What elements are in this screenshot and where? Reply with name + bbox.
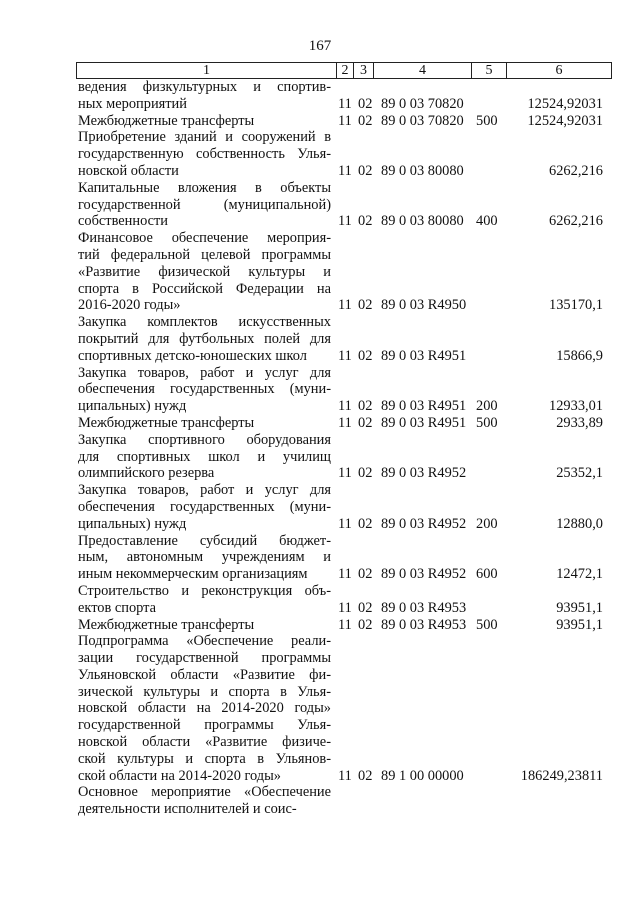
row-codes — [0, 113, 640, 130]
target-article-code: 89 0 03 R4952 — [381, 566, 467, 583]
row-codes — [0, 398, 640, 415]
section-code: 11 — [338, 414, 352, 431]
table-row — [0, 633, 640, 784]
subsection-code: 02 — [358, 566, 373, 583]
description-line: Предоставление субсидий бюджет- — [78, 532, 331, 549]
row-codes — [0, 96, 640, 113]
page-number: 167 — [308, 38, 332, 54]
header-col-5: 5 — [471, 63, 506, 78]
expense-type-code: 500 — [476, 414, 498, 431]
expense-type-code: 200 — [476, 515, 498, 532]
target-article-code: 89 0 03 80080 — [381, 213, 464, 230]
subsection-code: 02 — [358, 515, 373, 532]
description-line: обеспечения государственных (муни- — [78, 381, 331, 398]
amount-value: 12933,01 — [549, 398, 603, 415]
description-line: 2016-2020 годы» — [78, 297, 181, 314]
description-line: покрытий для футбольных полей для — [78, 330, 331, 347]
table-row — [0, 230, 640, 314]
description-line: Закупка товаров, работ и услуг для — [78, 364, 331, 381]
subsection-code: 02 — [358, 95, 373, 112]
description-line: обеспечения государственных (муни- — [78, 498, 331, 515]
section-code: 11 — [338, 599, 352, 616]
description-line: Финансовое обеспечение мероприя- — [78, 230, 331, 247]
target-article-code: 89 0 03 R4951 — [381, 414, 467, 431]
amount-value: 25352,1 — [556, 465, 603, 482]
subsection-code: 02 — [358, 213, 373, 230]
description-line: Ульяновской области «Развитие фи- — [78, 666, 331, 683]
row-codes — [0, 415, 640, 432]
description-line: Приобретение зданий и сооружений в — [78, 129, 331, 146]
description-line: государственной программы Улья- — [78, 717, 331, 734]
table-row — [0, 533, 640, 583]
description-line: государственной (муниципальной) — [78, 196, 331, 213]
amount-value: 15866,9 — [556, 347, 603, 364]
budget-table-body — [0, 79, 640, 818]
row-codes — [0, 801, 640, 818]
header-col-1: 1 — [203, 63, 210, 78]
table-row — [0, 365, 640, 415]
description-line: собственности — [78, 213, 169, 230]
section-code: 11 — [338, 95, 352, 112]
target-article-code: 89 0 03 R4951 — [381, 347, 467, 364]
target-article-code: 89 0 03 R4953 — [381, 616, 467, 633]
header-col-6: 6 — [506, 63, 611, 78]
description-line: иным некоммерческим организациям — [78, 566, 308, 583]
description-line: ципальных) нужд — [78, 515, 187, 532]
amount-value: 93951,1 — [556, 616, 603, 633]
subsection-code: 02 — [358, 398, 373, 415]
description-line: деятельности исполнителей и соис- — [78, 801, 297, 818]
target-article-code: 89 0 03 80080 — [381, 162, 464, 179]
table-row — [0, 415, 640, 432]
subsection-code: 02 — [358, 767, 373, 784]
description-line: новской области на 2014-2020 годы» — [78, 700, 331, 717]
table-row — [0, 432, 640, 482]
amount-value: 12472,1 — [556, 566, 603, 583]
target-article-code: 89 0 03 R4953 — [381, 599, 467, 616]
description-line: Закупка комплектов искусственных — [78, 314, 331, 331]
subsection-code: 02 — [358, 347, 373, 364]
row-codes — [0, 600, 640, 617]
row-codes — [0, 768, 640, 785]
subsection-code: 02 — [358, 465, 373, 482]
section-code: 11 — [338, 566, 352, 583]
description-line: Строительство и реконструкция объ- — [78, 582, 331, 599]
description-line: «Развитие физической культуры и — [78, 263, 331, 280]
section-code: 11 — [338, 398, 352, 415]
description-line: новской области — [78, 162, 179, 179]
section-code: 11 — [338, 616, 352, 633]
description-line: ципальных) нужд — [78, 398, 187, 415]
description-line: Межбюджетные трансферты — [78, 112, 255, 129]
target-article-code: 89 1 00 00000 — [381, 767, 464, 784]
subsection-code: 02 — [358, 297, 373, 314]
description-line: ской культуры и спорта в Ульянов- — [78, 750, 331, 767]
description-line: спорта в Российской Федерации на — [78, 280, 331, 297]
row-codes — [0, 566, 640, 583]
section-code: 11 — [338, 213, 352, 230]
row-codes — [0, 297, 640, 314]
row-codes — [0, 213, 640, 230]
row-description — [78, 633, 331, 784]
target-article-code: 89 0 03 R4950 — [381, 297, 467, 314]
subsection-code: 02 — [358, 616, 373, 633]
subsection-code: 02 — [358, 162, 373, 179]
amount-value: 135170,1 — [549, 297, 603, 314]
description-line: Межбюджетные трансферты — [78, 616, 255, 633]
description-line: Закупка спортивного оборудования — [78, 431, 331, 448]
expense-type-code: 500 — [476, 616, 498, 633]
description-line: государственную собственность Улья- — [78, 146, 331, 163]
table-row — [0, 617, 640, 634]
description-line: зической культуры и спорта в Улья- — [78, 683, 331, 700]
target-article-code: 89 0 03 R4951 — [381, 398, 467, 415]
description-line: Основное мероприятие «Обеспечение — [78, 784, 331, 801]
amount-value: 6262,216 — [549, 162, 603, 179]
table-row — [0, 784, 640, 818]
expense-type-code: 600 — [476, 566, 498, 583]
table-row — [0, 314, 640, 364]
subsection-code: 02 — [358, 414, 373, 431]
amount-value: 186249,23811 — [520, 767, 603, 784]
section-code: 11 — [338, 465, 352, 482]
target-article-code: 89 0 03 R4952 — [381, 515, 467, 532]
description-line: зации государственной программы — [78, 650, 331, 667]
description-line: олимпийского резерва — [78, 465, 215, 482]
table-row — [0, 79, 640, 113]
header-col-4: 4 — [373, 63, 471, 78]
description-line: ным, автономным учреждениям и — [78, 549, 331, 566]
section-code: 11 — [338, 162, 352, 179]
description-line: ской области на 2014-2020 годы» — [78, 767, 281, 784]
amount-value: 93951,1 — [556, 599, 603, 616]
description-line: новской области «Развитие физиче- — [78, 734, 331, 751]
amount-value: 12524,92031 — [527, 112, 603, 129]
description-line: для спортивных школ и училищ — [78, 448, 331, 465]
table-row — [0, 180, 640, 230]
description-line: Капитальные вложения в объекты — [78, 179, 331, 196]
table-row — [0, 113, 640, 130]
section-code: 11 — [338, 347, 352, 364]
target-article-code: 89 0 03 70820 — [381, 95, 464, 112]
section-code: 11 — [338, 297, 352, 314]
table-header — [76, 62, 612, 79]
description-line: ектов спорта — [78, 599, 157, 616]
amount-value: 12880,0 — [556, 515, 603, 532]
header-col-3: 3 — [353, 63, 373, 78]
target-article-code: 89 0 03 70820 — [381, 112, 464, 129]
subsection-code: 02 — [358, 112, 373, 129]
description-line: тий федеральной целевой программы — [78, 246, 331, 263]
section-code: 11 — [338, 112, 352, 129]
amount-value: 6262,216 — [549, 213, 603, 230]
expense-type-code: 400 — [476, 213, 498, 230]
description-line: спортивных детско-юношеских школ — [78, 347, 307, 364]
section-code: 11 — [338, 515, 352, 532]
description-line: Межбюджетные трансферты — [78, 414, 255, 431]
row-codes — [0, 465, 640, 482]
section-code: 11 — [338, 767, 352, 784]
header-col-2: 2 — [336, 63, 353, 78]
table-row — [0, 129, 640, 179]
description-line: Подпрограмма «Обеспечение реали- — [78, 633, 331, 650]
row-codes — [0, 617, 640, 634]
description-line: Закупка товаров, работ и услуг для — [78, 482, 331, 499]
row-codes — [0, 516, 640, 533]
amount-value: 12524,92031 — [527, 95, 603, 112]
row-codes — [0, 163, 640, 180]
amount-value: 2933,89 — [556, 414, 603, 431]
table-row — [0, 482, 640, 532]
target-article-code: 89 0 03 R4952 — [381, 465, 467, 482]
subsection-code: 02 — [358, 599, 373, 616]
row-codes — [0, 348, 640, 365]
description-line: ведения физкультурных и спортив- — [78, 79, 331, 95]
description-line: ных мероприятий — [78, 95, 187, 112]
expense-type-code: 200 — [476, 398, 498, 415]
expense-type-code: 500 — [476, 112, 498, 129]
table-row — [0, 583, 640, 617]
